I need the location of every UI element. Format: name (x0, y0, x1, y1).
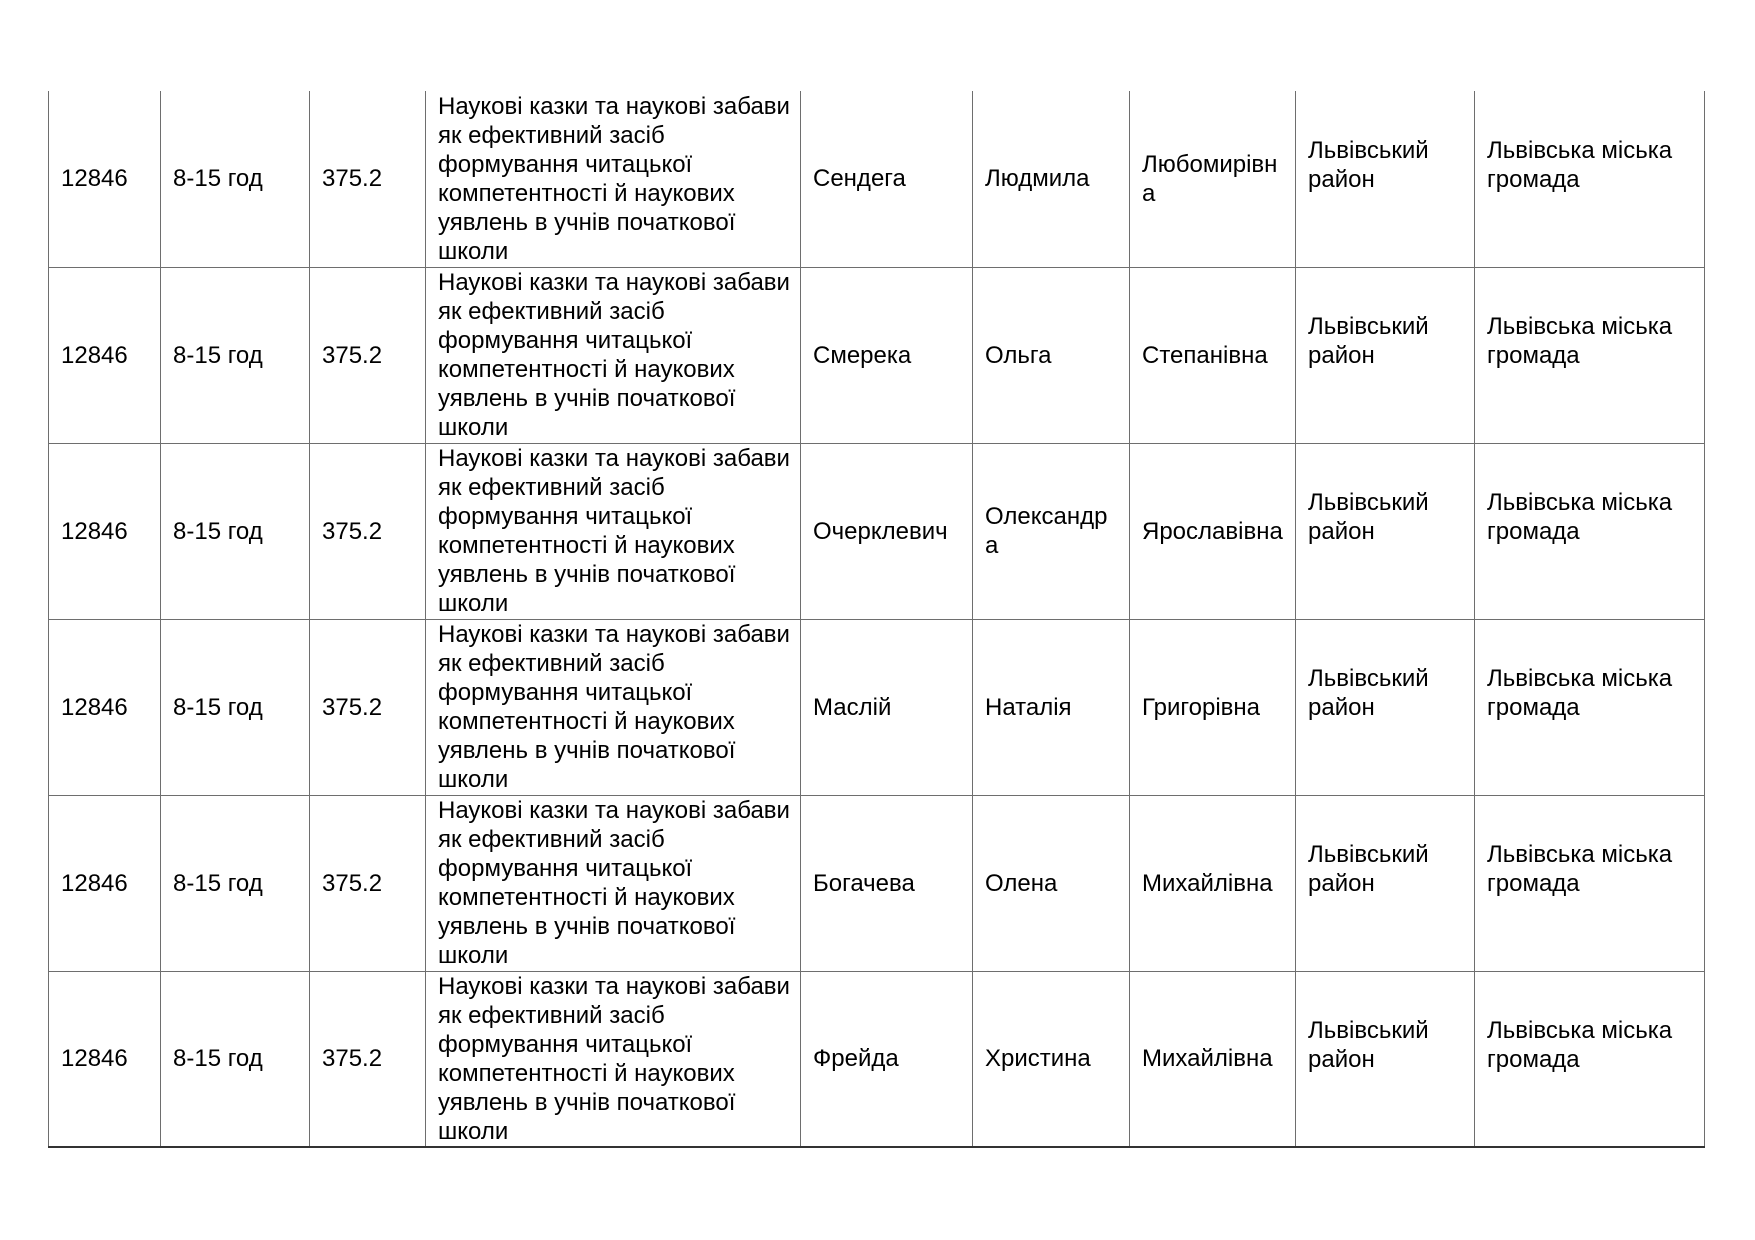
cell-patronymic: Любомирівна (1130, 91, 1296, 267)
cell-patronymic: Григорівна (1130, 619, 1296, 795)
cell-district (1296, 91, 1475, 267)
cell-id: 12846 (49, 443, 161, 619)
cell-community (1475, 267, 1705, 443)
district-text: Львівський район (1308, 665, 1429, 721)
cell-surname: Смерека (801, 267, 973, 443)
cell-first-name: Олександра (973, 443, 1130, 619)
cell-surname: Фрейда (801, 971, 973, 1147)
community-text: Львівська міська громада (1487, 665, 1673, 721)
cell-community (1475, 795, 1705, 971)
community-text: Львівська міська громада (1487, 1016, 1673, 1073)
cell-district (1296, 795, 1475, 971)
cell-first-name: Ольга (973, 267, 1130, 443)
cell-udc: 375.2 (310, 619, 426, 795)
cell-id: 12846 (49, 795, 161, 971)
cell-patronymic: Ярославівна (1130, 443, 1296, 619)
table-row (49, 971, 1705, 1147)
cell-surname: Маслій (801, 619, 973, 795)
participants-table (48, 91, 1705, 1148)
cell-first-name: Людмила (973, 91, 1130, 267)
cell-district (1296, 443, 1475, 619)
community-text: Львівська міська громада (1487, 313, 1673, 369)
cell-title: Наукові казки та наукові забави як ефективний засіб формування читацької компетентності й наукових уявлень в учнів початкової школи (426, 795, 801, 971)
district-text: Львівський район (1308, 489, 1429, 545)
cell-age: 8-15 год (161, 971, 310, 1147)
cell-age: 8-15 год (161, 91, 310, 267)
cell-udc: 375.2 (310, 91, 426, 267)
cell-community (1475, 91, 1705, 267)
table-body (49, 91, 1705, 1147)
table-row (49, 795, 1705, 971)
cell-patronymic: Михайлівна (1130, 971, 1296, 1147)
cell-title: Наукові казки та наукові забави як ефективний засіб формування читацької компетентності й наукових уявлень в учнів початкової школи (426, 619, 801, 795)
cell-patronymic: Михайлівна (1130, 795, 1296, 971)
community-text: Львівська міська громада (1487, 136, 1673, 193)
district-text: Львівський район (1308, 841, 1429, 897)
cell-age: 8-15 год (161, 267, 310, 443)
table-row (49, 619, 1705, 795)
cell-title: Наукові казки та наукові забави як ефективний засіб формування читацької компетентності й наукових уявлень в учнів початкової школи (426, 267, 801, 443)
cell-id: 12846 (49, 267, 161, 443)
cell-patronymic: Степанівна (1130, 267, 1296, 443)
cell-id: 12846 (49, 971, 161, 1147)
cell-district (1296, 267, 1475, 443)
cell-id: 12846 (49, 619, 161, 795)
cell-age: 8-15 год (161, 795, 310, 971)
cell-title: Наукові казки та наукові забави як ефективний засіб формування читацької компетентності й наукових уявлень в учнів початкової школи (426, 91, 801, 267)
community-text: Львівська міська громада (1487, 841, 1673, 897)
district-text: Львівський район (1308, 313, 1429, 369)
district-text: Львівський район (1308, 1016, 1429, 1073)
cell-udc: 375.2 (310, 971, 426, 1147)
cell-community (1475, 443, 1705, 619)
cell-udc: 375.2 (310, 443, 426, 619)
community-text: Львівська міська громада (1487, 489, 1673, 545)
cell-id: 12846 (49, 91, 161, 267)
cell-community (1475, 619, 1705, 795)
table-row (49, 443, 1705, 619)
cell-age: 8-15 год (161, 619, 310, 795)
cell-title: Наукові казки та наукові забави як ефективний засіб формування читацької компетентності й наукових уявлень в учнів початкової школи (426, 971, 801, 1147)
cell-first-name: Олена (973, 795, 1130, 971)
table-row (49, 91, 1705, 267)
cell-district (1296, 971, 1475, 1147)
cell-age: 8-15 год (161, 443, 310, 619)
cell-community (1475, 971, 1705, 1147)
cell-first-name: Христина (973, 971, 1130, 1147)
district-text: Львівський район (1308, 136, 1429, 193)
cell-surname: Очерклевич (801, 443, 973, 619)
cell-title: Наукові казки та наукові забави як ефективний засіб формування читацької компетентності й наукових уявлень в учнів початкової школи (426, 443, 801, 619)
cell-udc: 375.2 (310, 795, 426, 971)
cell-district (1296, 619, 1475, 795)
cell-first-name: Наталія (973, 619, 1130, 795)
cell-surname: Сендега (801, 91, 973, 267)
cell-udc: 375.2 (310, 267, 426, 443)
cell-surname: Богачева (801, 795, 973, 971)
table-row (49, 267, 1705, 443)
